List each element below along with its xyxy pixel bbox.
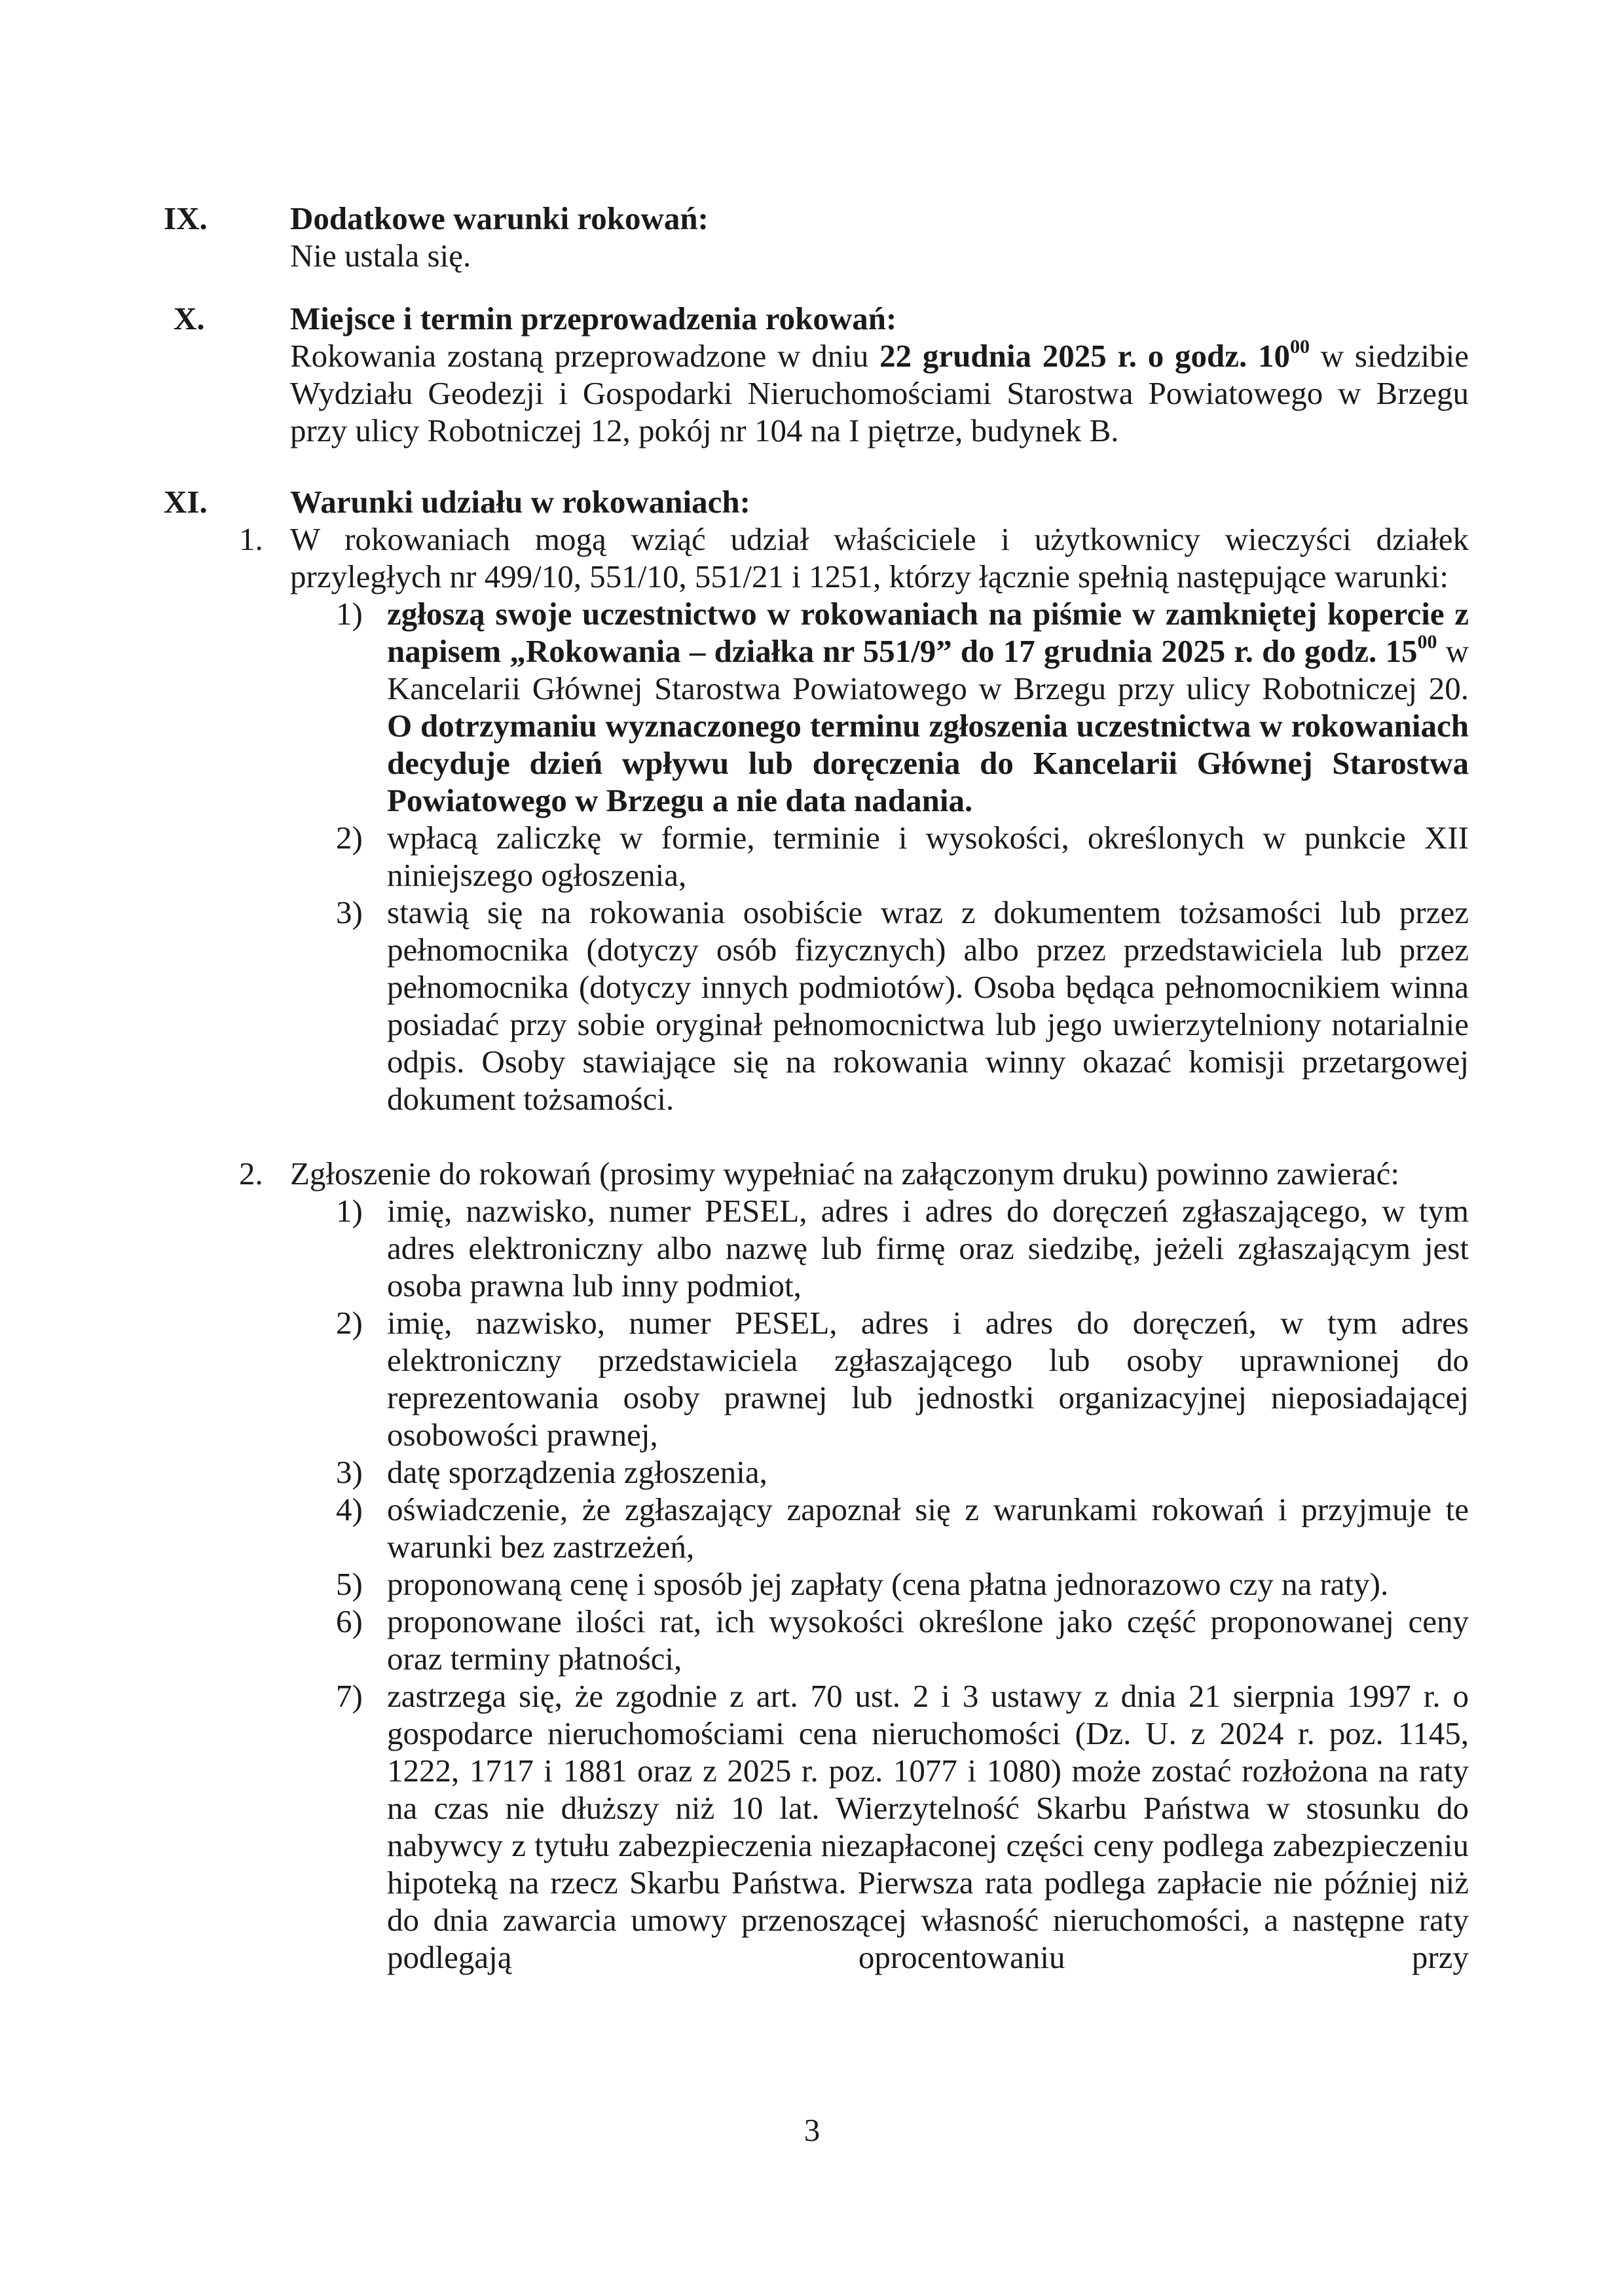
point-number: 1. — [239, 521, 263, 557]
sub-item — [336, 1192, 1469, 1304]
sub-item — [336, 894, 1469, 1118]
sub-item — [336, 1565, 1469, 1603]
sub-item — [336, 1304, 1469, 1453]
point-text: Zgłoszenie do rokowań (prosimy wypełniać na załączonym druku) powinno zawierać: — [290, 1156, 1399, 1192]
point-number: 2. — [239, 1156, 263, 1192]
sub-item — [336, 1603, 1469, 1677]
section-heading: Dodatkowe warunki rokowań: — [290, 200, 709, 236]
sub-item — [336, 1453, 1469, 1491]
item-number: 2) — [336, 820, 363, 856]
item-text: zgłoszą swoje uczestnictwo w rokowaniach na piśmie w zamkniętej kopercie z napisem „Rokowania – działka nr 551/9” do 17 grudnia 2025 r. do godz. $15^{00}$ w Kancelarii Głównej Starostwa Powiatowego w Brzegu przy ulicy Robotniczej 20. O dotrzymaniu wyznaczonego terminu zgłoszenia uczestnictwa w rokowaniach decyduje dzień wpływu lub doręczenia do Kancelarii Głównej Starostwa Powiatowego w Brzegu a nie data nadania. — [387, 596, 1469, 818]
sub-item — [336, 1677, 1469, 1976]
item-text: imię, nazwisko, numer PESEL, adres i adres do doręczeń zgłaszającego, w tym adres elektroniczny albo nazwę lub firmę oraz siedzibę, jeżeli zgłaszającym jest osoba prawna lub inny podmiot, — [387, 1193, 1469, 1303]
page-number: 3 — [803, 2112, 821, 2148]
item-number: 1) — [336, 1193, 363, 1229]
sub-item — [336, 595, 1469, 819]
item-text: proponowane ilości rat, ich wysokości określone jako część proponowanej ceny oraz terminy płatności, — [387, 1603, 1469, 1677]
sub-item — [336, 819, 1469, 894]
item-number: 1) — [336, 596, 363, 632]
sub-item — [336, 1491, 1469, 1565]
section-x — [164, 300, 1539, 449]
condition-point-1 — [239, 520, 1469, 1118]
item-number: 4) — [336, 1491, 363, 1527]
section-numeral: XI. — [164, 484, 208, 520]
item-number: 3) — [336, 894, 363, 930]
item-text: oświadczenie, że zgłaszający zapoznał się z warunkami rokowań i przyjmuje te warunki bez zastrzeżeń, — [387, 1491, 1469, 1565]
section-numeral: IX. — [164, 200, 208, 236]
item-text: zastrzega się, że zgodnie z art. 70 ust. 2 i 3 ustawy z dnia 21 sierpnia 1997 r. o gospodarce nieruchomościami cena nieruchomości (Dz. U. z 2024 r. poz. 1145, 1222, 1717 i 1881 oraz z 2025 r. poz. 1077 i 1080) może zostać rozłożona na raty na czas nie dłuższy niż 10 lat. Wierzytelność Skarbu Państwa w stosunku do nabywcy z tytułu zabezpieczenia niezapłaconej części ceny podlega zabezpieczeniu hipoteką na rzecz Skarbu Państwa. Pierwsza rata podlega zapłacie nie później niż do dnia zawarcia umowy przenoszącej własność nieruchomości, a następne raty podlegają oprocentowaniu przy — [387, 1678, 1469, 1975]
point-text: W rokowaniach mogą wziąć udział właściciele i użytkownicy wieczyści działek przyległych nr 499/10, 551/10, 551/21 i 1251, którzy łącznie spełnią następujące warunki: — [290, 521, 1469, 594]
item-text: datę sporządzenia zgłoszenia, — [387, 1454, 767, 1490]
item-text: wpłacą zaliczkę w formie, terminie i wysokości, określonych w punkcie XII niniejszego ogłoszenia, — [387, 820, 1469, 893]
section-text: Nie ustala się. — [290, 238, 471, 274]
section-xi — [164, 483, 1539, 1976]
section-ix — [164, 200, 1539, 274]
section-text: Rokowania zostaną przeprowadzone w dniu 22 grudnia 2025 r. o godz. $10^{00}$ w siedzibie Wydziału Geodezji i Gospodarki Nieruchomościami Starostwa Powiatowego w Brzegu przy ulicy Robotniczej 12, pokój nr 104 na I piętrze, budynek B. — [290, 335, 1469, 448]
item-text: imię, nazwisko, numer PESEL, adres i adres do doręczeń, w tym adres elektroniczny przedstawiciela zgłaszającego lub osoby uprawnionej do reprezentowania osoby prawnej lub jednostki organizacyjnej nieposiadającej osobowości prawnej, — [387, 1305, 1469, 1453]
item-number: 6) — [336, 1603, 363, 1639]
item-text: proponowaną cenę i sposób jej zapłaty (cena płatna jednorazowo czy na raty). — [387, 1566, 1389, 1602]
item-text: stawią się na rokowania osobiście wraz z dokumentem tożsamości lub przez pełnomocnika (dotyczy osób fizycznych) albo przez przedstawiciela lub przez pełnomocnika (dotyczy innych podmiotów). Osoba będąca pełnomocnikiem winna posiadać przy sobie oryginał pełnomocnictwa lub jego uwierzytelniony notarialnie odpis. Osoby stawiające się na rokowania winny okazać komisji przetargowej dokument tożsamości. — [387, 894, 1469, 1117]
item-number: 5) — [336, 1566, 363, 1602]
item-number: 7) — [336, 1678, 363, 1714]
item-number: 2) — [336, 1305, 363, 1341]
section-numeral: X. — [174, 301, 205, 337]
item-number: 3) — [336, 1454, 363, 1490]
condition-point-2 — [239, 1155, 1469, 1976]
section-heading: Miejsce i termin przeprowadzenia rokowań: — [290, 301, 897, 337]
section-heading: Warunki udziału w rokowaniach: — [290, 484, 750, 520]
